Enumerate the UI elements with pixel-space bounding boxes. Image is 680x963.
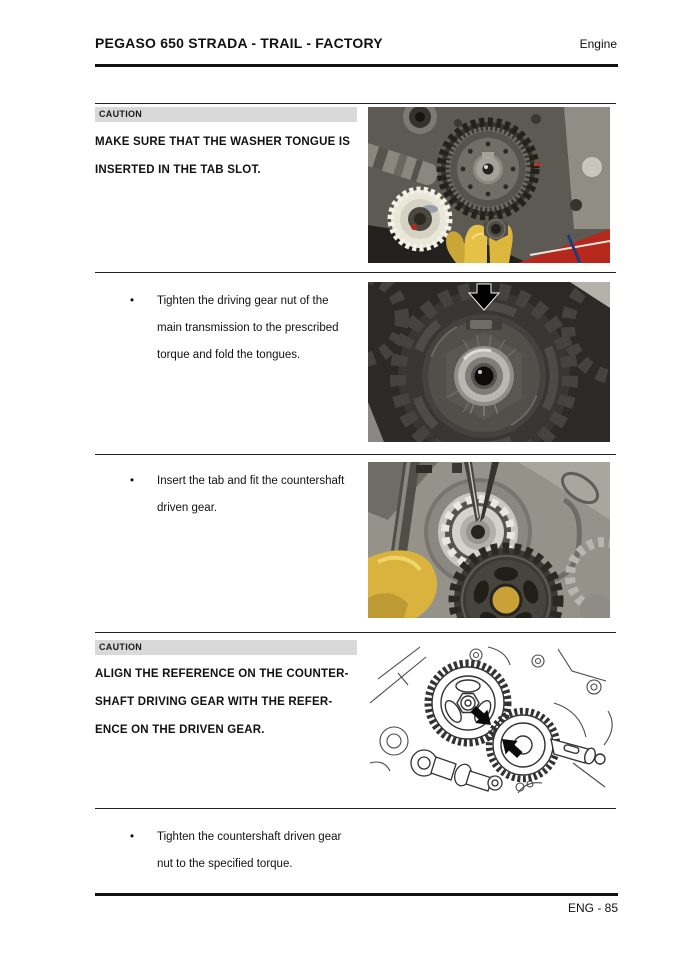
caution-label: CAUTION [99,109,143,119]
step-line: main transmission to the prescribed [157,322,339,334]
step-line: Tighten the countershaft driven gear [157,831,342,843]
figure-driving-gear-nut-photo [368,282,610,442]
step-tighten-countershaft-nut [130,824,341,878]
caution-line: MAKE SURE THAT THE WASHER TONGUE IS [95,136,351,148]
section-divider [95,632,616,633]
section-divider [95,103,616,104]
footer-rule [95,893,618,896]
section-divider [95,454,616,455]
caution-line: ALIGN THE REFERENCE ON THE COUNTER- [95,668,349,680]
gloved-hand [368,550,437,618]
driving-gear [441,122,535,216]
header-rule [95,64,618,67]
section-divider [95,272,616,273]
bullet-marker: • [130,295,135,307]
folded-washer-tab [470,320,492,329]
bullet-marker: • [130,831,135,843]
caution-text-align-reference [95,660,349,744]
step-line: torque and fold the tongues. [157,349,301,361]
step-line: Tighten the driving gear nut of the [157,295,329,307]
caution-label: CAUTION [99,642,143,652]
figure-washer-tongue-photo [368,107,610,263]
caution-text-washer-tongue [95,128,350,184]
step-tighten-driving-gear-nut [130,288,339,369]
gear-alignment-drawing [368,645,618,793]
step-insert-tab-fit-gear [130,468,344,522]
gear-nut-closeup-photo [368,282,610,442]
page-number: ENG - 85 [567,901,618,915]
section-divider [95,808,616,809]
caution-header-bar [95,640,357,655]
engine-case-photo [368,107,610,263]
step-line: driven gear. [157,502,218,514]
caution-line: ENCE ON THE DRIVEN GEAR. [95,724,265,736]
caution-line: INSERTED IN THE TAB SLOT. [95,164,261,176]
driven-gear [454,548,558,618]
figure-alignment-drawing [368,645,618,793]
figure-countershaft-photo [368,462,610,618]
countershaft-bearing-photo [368,462,610,618]
chapter-label: Engine [579,37,617,51]
step-line: nut to the specified torque. [157,858,293,870]
caution-line: SHAFT DRIVING GEAR WITH THE REFER- [95,696,333,708]
caution-header-bar [95,107,357,122]
bullet-marker: • [130,475,135,487]
plastic-gear [391,190,449,248]
page-title: PEGASO 650 STRADA - TRAIL - FACTORY [95,35,383,51]
step-line: Insert the tab and fit the countershaft [157,475,345,487]
